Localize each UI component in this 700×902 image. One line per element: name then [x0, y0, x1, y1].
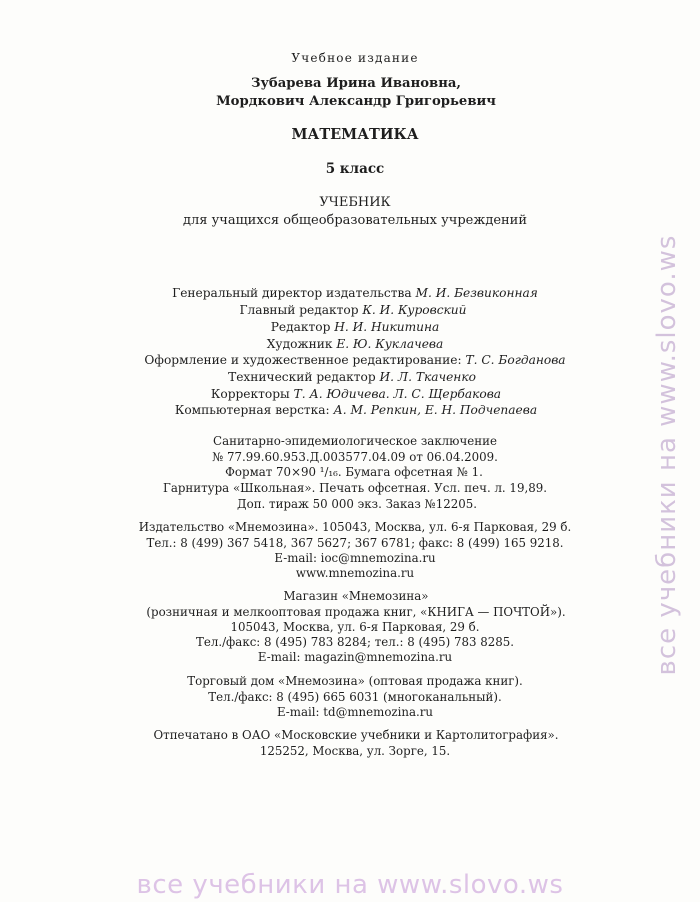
edition-label: Учебное издание [291, 51, 419, 65]
staff-name: М. И. Безвиконная [415, 286, 538, 300]
trade-house-email: E-mail: td@mnemozina.ru [276, 705, 434, 719]
staff-row-3 [271, 320, 440, 334]
staff-row-4 [267, 337, 444, 351]
staff-role: Редактор [270, 320, 331, 334]
book-type: УЧЕБНИК [319, 195, 391, 210]
printer-line-2: 125252, Москва, ул. Зорге, 15. [259, 744, 451, 758]
print-info-3: Формат 70×90 ¹/₁₆. Бумага офсетная № 1. [225, 465, 483, 479]
author-1: Зубарева Ирина Ивановна, [250, 76, 462, 91]
staff-name: Т. С. Богданова [465, 353, 566, 367]
staff-role: Художник [266, 337, 333, 351]
watermark-bottom: все учебники на www.slovo.ws [136, 870, 564, 900]
publisher-line-2: Тел.: 8 (499) 367 5418, 367 5627; 367 6781; факс: 8 (499) 165 9218. [146, 536, 564, 550]
trade-house-line-1: Торговый дом «Мнемозина» (оптовая продажа книг). [187, 674, 523, 688]
staff-role: Корректоры [210, 387, 290, 401]
staff-name: А. М. Репкин, Е. Н. Подчепаева [333, 403, 538, 417]
print-info-2: № 77.99.60.953.Д.003577.04.09 от 06.04.2009. [212, 450, 498, 464]
shop-line-4: Тел./факс: 8 (495) 783 8284; тел.: 8 (495) 783 8285. [195, 635, 515, 649]
publisher-email: E-mail: ioc@mnemozina.ru [274, 551, 436, 565]
book-title: МАТЕМАТИКА [291, 126, 419, 143]
staff-role: Генеральный директор издательства [172, 286, 412, 300]
staff-row-7 [211, 387, 501, 401]
staff-row-8 [175, 403, 537, 417]
staff-role: Технический редактор [228, 370, 376, 384]
publisher-website: www.mnemozina.ru [295, 566, 415, 580]
staff-role: Компьютерная верстка: [174, 403, 330, 417]
staff-role: Главный редактор [239, 303, 359, 317]
staff-name: К. И. Куровский [362, 303, 467, 317]
grade: 5 класс [325, 161, 385, 177]
print-info-4: Гарнитура «Школьная». Печать офсетная. Усл. печ. л. 19,89. [163, 481, 547, 495]
staff-role: Оформление и художественное редактирование: [144, 353, 462, 367]
staff-name: И. Л. Ткаченко [379, 370, 476, 384]
staff-name: Е. Ю. Куклачева [336, 337, 444, 351]
shop-email: E-mail: magazin@mnemozina.ru [257, 650, 453, 664]
staff-name: Т. А. Юдичева. Л. С. Щербакова [293, 387, 502, 401]
author-2: Мордкович Александр Григорьевич [216, 94, 496, 109]
staff-row-6 [228, 370, 476, 384]
staff-row-1 [172, 286, 538, 300]
trade-house-line-2: Тел./факс: 8 (495) 665 6031 (многоканальный). [208, 690, 502, 704]
audience: для учащихся общеобразовательных учреждений [182, 213, 528, 228]
shop-line-3: 105043, Москва, ул. 6-я Парковая, 29 б. [230, 620, 480, 634]
publisher-line-1: Издательство «Мнемозина». 105043, Москва, ул. 6-я Парковая, 29 б. [138, 520, 572, 534]
staff-name: Н. И. Никитина [334, 320, 440, 334]
staff-row-2 [239, 303, 466, 317]
watermark-side: все учебники на www.slovo.ws [652, 234, 682, 676]
shop-line-1: Магазин «Мнемозина» [283, 589, 429, 603]
print-info-1: Санитарно-эпидемиологическое заключение [213, 434, 497, 448]
staff-row-5 [144, 353, 565, 367]
shop-line-2: (розничная и мелкооптовая продажа книг, «КНИГА — ПОЧТОЙ»). [146, 605, 566, 619]
print-info-5: Доп. тираж 50 000 экз. Заказ №12205. [237, 497, 477, 511]
printer-line-1: Отпечатано в ОАО «Московские учебники и Картолитография». [153, 728, 559, 742]
